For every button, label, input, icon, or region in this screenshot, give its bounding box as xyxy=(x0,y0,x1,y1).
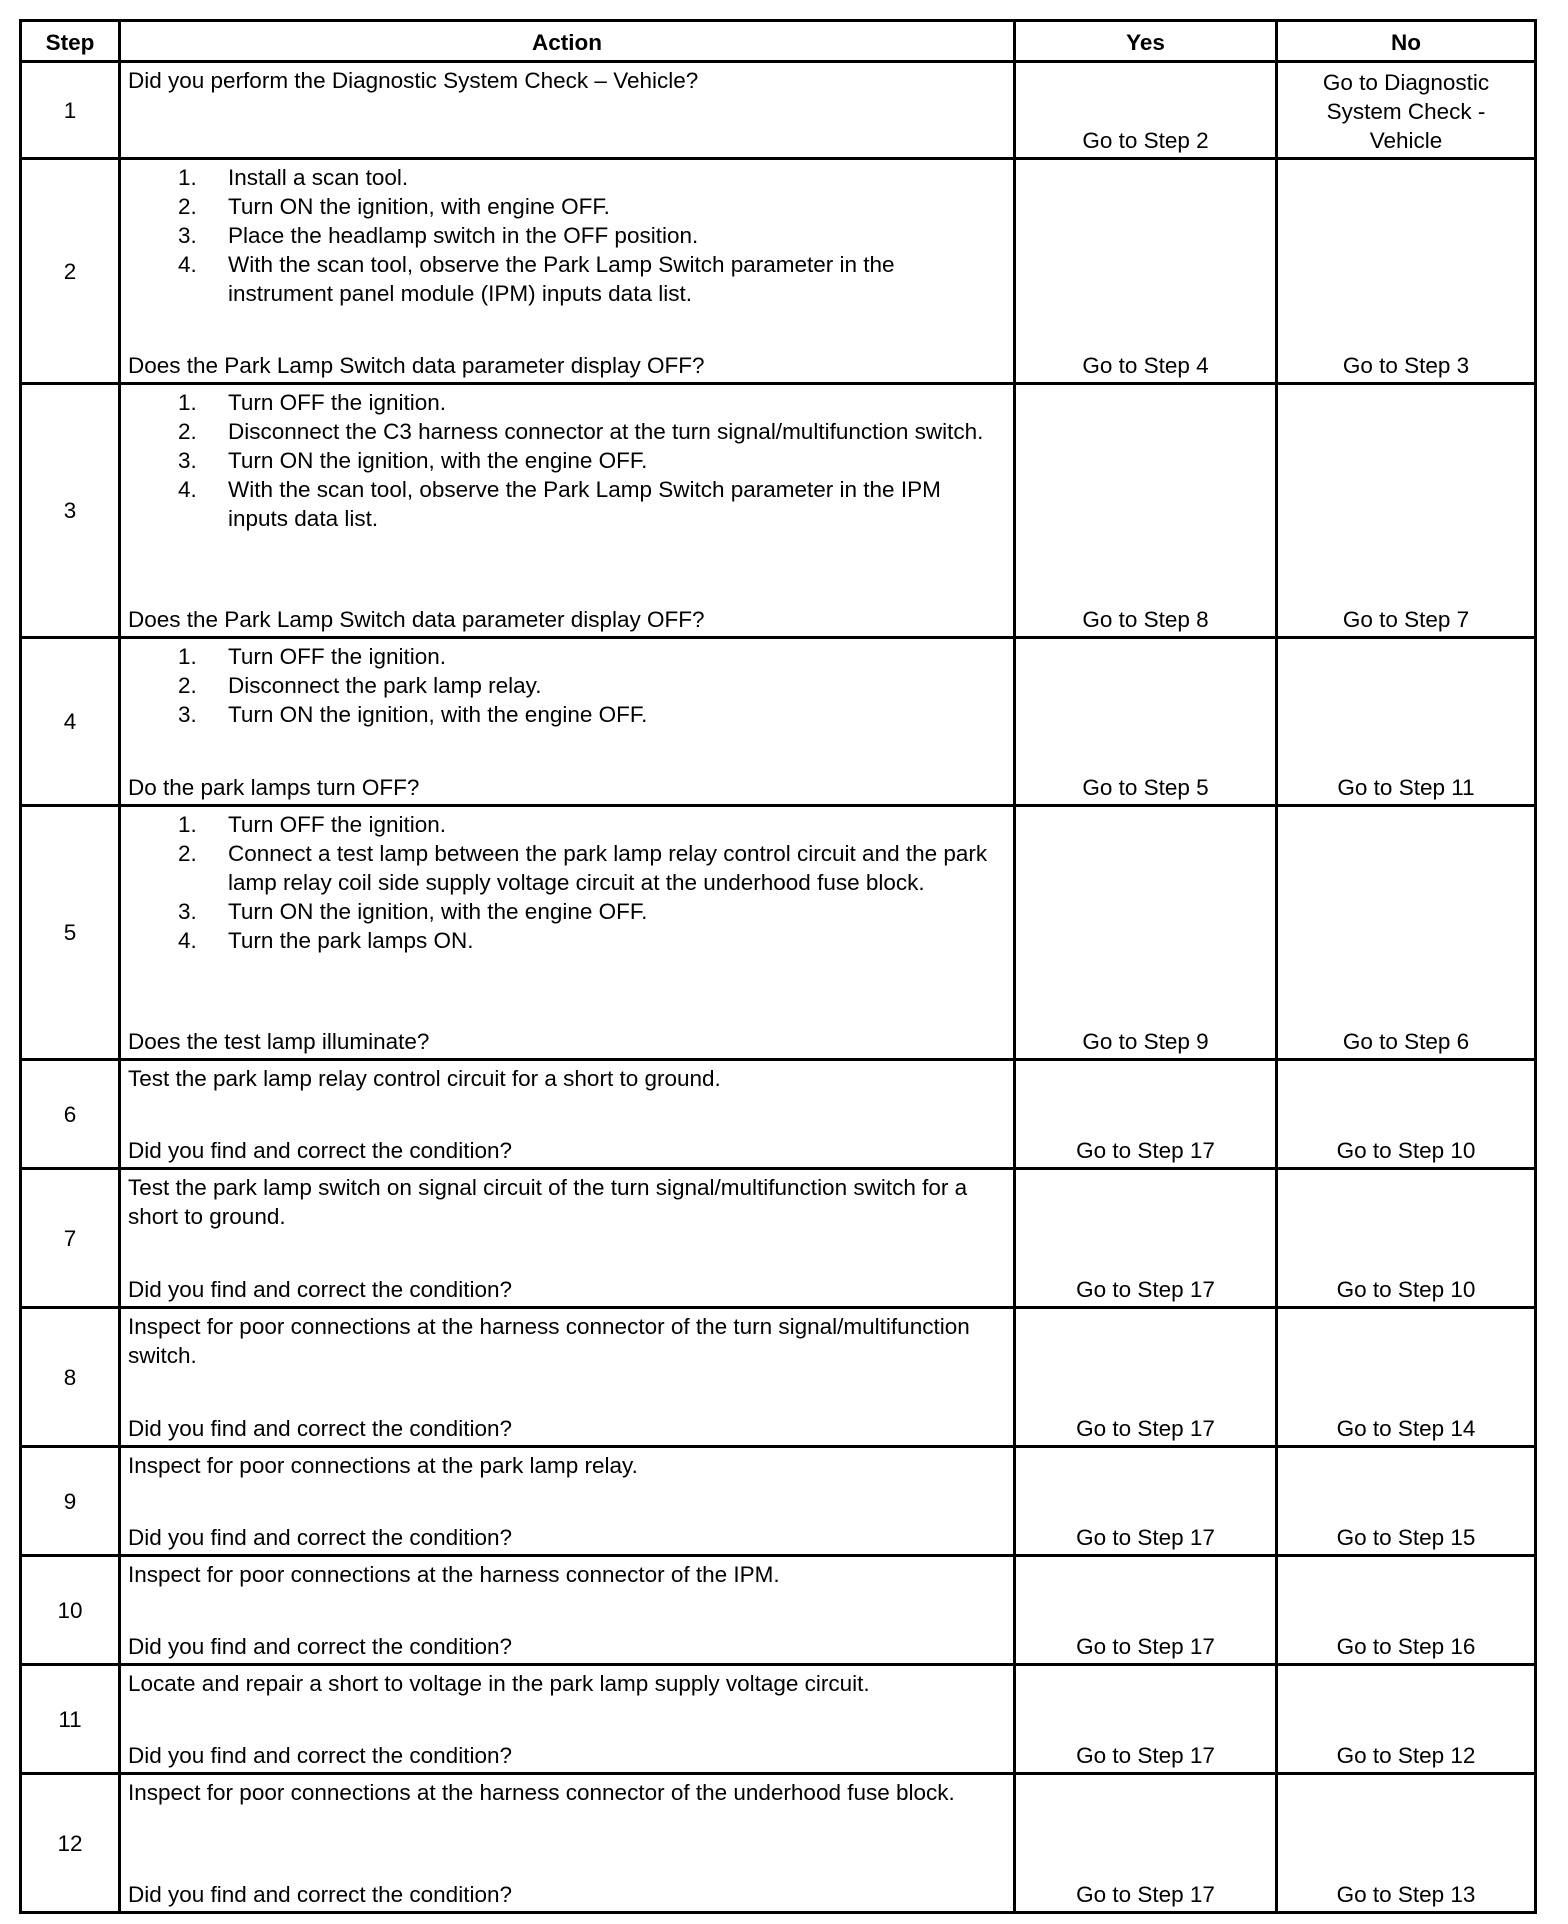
procedure-list xyxy=(128,810,1005,955)
action-content xyxy=(128,810,1005,1056)
list-item xyxy=(128,221,1005,250)
table-row xyxy=(21,384,1536,638)
table-row xyxy=(21,806,1536,1060)
question-text: Did you find and correct the condition? xyxy=(128,1525,512,1550)
table-body xyxy=(21,62,1536,1913)
list-item-text: Turn OFF the ignition. xyxy=(228,390,447,415)
action-body xyxy=(128,1451,1005,1480)
yes-outcome: Go to Step 8 xyxy=(1015,384,1277,638)
table-row xyxy=(21,159,1536,384)
step-number: 9 xyxy=(21,1447,120,1556)
list-item xyxy=(128,163,1005,192)
list-item-text: Connect a test lamp between the park lamp relay control circuit and the park lamp relay coil side supply voltage circuit at the underhood fuse block. xyxy=(228,841,988,895)
action-text: Inspect for poor connections at the harness connector of the IPM. xyxy=(128,1562,780,1587)
action-cell xyxy=(120,806,1015,1060)
list-item xyxy=(128,417,1005,446)
action-cell xyxy=(120,1665,1015,1774)
question-text: Did you find and correct the condition? xyxy=(128,1882,512,1907)
action-text: Inspect for poor connections at the harness connector of the underhood fuse block. xyxy=(128,1780,955,1805)
list-item xyxy=(128,810,1005,839)
list-item-text: Turn ON the ignition, with the engine OFF. xyxy=(228,448,648,473)
no-outcome: Go to Step 13 xyxy=(1277,1774,1536,1913)
list-item-number: 1. xyxy=(178,644,197,669)
no-outcome: Go to Step 12 xyxy=(1277,1665,1536,1774)
no-outcome: Go to Step 10 xyxy=(1277,1169,1536,1308)
list-item-number: 2. xyxy=(178,419,197,444)
step-number: 8 xyxy=(21,1308,120,1447)
list-item-number: 1. xyxy=(178,812,197,837)
procedure-list xyxy=(128,642,1005,729)
table-row xyxy=(21,62,1536,159)
step-number: 10 xyxy=(21,1556,120,1665)
yes-outcome: Go to Step 17 xyxy=(1015,1308,1277,1447)
question-text: Did you find and correct the condition? xyxy=(128,1634,512,1659)
action-content xyxy=(128,163,1005,380)
no-outcome: Go to Step 3 xyxy=(1277,159,1536,384)
action-cell xyxy=(120,1774,1015,1913)
yes-outcome: Go to Step 4 xyxy=(1015,159,1277,384)
list-item-text: Install a scan tool. xyxy=(228,165,409,190)
no-outcome: Go to Step 7 xyxy=(1277,384,1536,638)
action-content xyxy=(128,1778,1005,1909)
list-item-number: 1. xyxy=(178,390,197,415)
step-number: 6 xyxy=(21,1060,120,1169)
question-text: Did you find and correct the condition? xyxy=(128,1416,512,1441)
action-body xyxy=(128,1778,1005,1807)
question-text: Do the park lamps turn OFF? xyxy=(128,775,420,800)
yes-outcome: Go to Step 17 xyxy=(1015,1774,1277,1913)
yes-outcome: Go to Step 9 xyxy=(1015,806,1277,1060)
list-item-text: Turn OFF the ignition. xyxy=(228,644,447,669)
table-row xyxy=(21,1556,1536,1665)
action-content xyxy=(128,388,1005,634)
header-no: No xyxy=(1277,21,1536,62)
action-content xyxy=(128,66,1005,155)
step-number: 4 xyxy=(21,638,120,806)
step-number: 3 xyxy=(21,384,120,638)
table-row xyxy=(21,1774,1536,1913)
yes-outcome: Go to Step 17 xyxy=(1015,1447,1277,1556)
action-body xyxy=(128,1173,1005,1231)
step-number: 11 xyxy=(21,1665,120,1774)
action-content xyxy=(128,1064,1005,1165)
list-item-text: Disconnect the park lamp relay. xyxy=(228,673,542,698)
action-text: Inspect for poor connections at the park lamp relay. xyxy=(128,1453,638,1478)
action-cell xyxy=(120,62,1015,159)
question-text: Does the Park Lamp Switch data parameter display OFF? xyxy=(128,353,705,378)
list-item-text: Turn ON the ignition, with the engine OFF. xyxy=(228,899,648,924)
header-yes: Yes xyxy=(1015,21,1277,62)
list-item xyxy=(128,475,1005,533)
action-cell xyxy=(120,1308,1015,1447)
table-row xyxy=(21,1169,1536,1308)
action-body xyxy=(128,1560,1005,1589)
no-outcome: Go to Step 14 xyxy=(1277,1308,1536,1447)
no-outcome: Go to Step 11 xyxy=(1277,638,1536,806)
no-outcome: Go to Step 6 xyxy=(1277,806,1536,1060)
action-text: Did you perform the Diagnostic System Check – Vehicle? xyxy=(128,68,699,93)
question-text: Did you find and correct the condition? xyxy=(128,1138,512,1163)
table-row xyxy=(21,1308,1536,1447)
question-text: Does the Park Lamp Switch data parameter display OFF? xyxy=(128,607,705,632)
action-cell xyxy=(120,1556,1015,1665)
list-item-number: 3. xyxy=(178,899,197,924)
list-item-number: 3. xyxy=(178,223,197,248)
table-row xyxy=(21,638,1536,806)
list-item xyxy=(128,388,1005,417)
yes-outcome: Go to Step 5 xyxy=(1015,638,1277,806)
question-text: Does the test lamp illuminate? xyxy=(128,1029,430,1054)
list-item-number: 3. xyxy=(178,702,197,727)
step-number: 1 xyxy=(21,62,120,159)
yes-outcome: Go to Step 17 xyxy=(1015,1060,1277,1169)
list-item-number: 4. xyxy=(178,252,197,277)
action-cell xyxy=(120,638,1015,806)
question-text: Did you find and correct the condition? xyxy=(128,1743,512,1768)
action-cell xyxy=(120,384,1015,638)
action-text: Locate and repair a short to voltage in the park lamp supply voltage circuit. xyxy=(128,1671,870,1696)
list-item xyxy=(128,192,1005,221)
list-item-text: With the scan tool, observe the Park Lamp Switch parameter in the IPM inputs data list. xyxy=(228,477,941,531)
step-number: 2 xyxy=(21,159,120,384)
list-item xyxy=(128,926,1005,955)
list-item-text: Place the headlamp switch in the OFF position. xyxy=(228,223,699,248)
question-text: Did you find and correct the condition? xyxy=(128,1277,512,1302)
action-body xyxy=(128,1312,1005,1370)
procedure-list xyxy=(128,163,1005,308)
header-step: Step xyxy=(21,21,120,62)
action-text: Test the park lamp switch on signal circuit of the turn signal/multifunction switch for a short to ground. xyxy=(128,1175,968,1229)
list-item-number: 3. xyxy=(178,448,197,473)
table-row xyxy=(21,1447,1536,1556)
list-item-text: With the scan tool, observe the Park Lamp Switch parameter in the instrument panel module (IPM) inputs data list. xyxy=(228,252,895,306)
no-outcome: Go to Step 10 xyxy=(1277,1060,1536,1169)
action-content xyxy=(128,1451,1005,1552)
no-outcome: Go to Diagnostic System Check - Vehicle xyxy=(1277,62,1536,159)
list-item-text: Turn OFF the ignition. xyxy=(228,812,447,837)
list-item xyxy=(128,700,1005,729)
table-row xyxy=(21,1665,1536,1774)
step-number: 5 xyxy=(21,806,120,1060)
action-body xyxy=(128,1669,1005,1698)
action-text: Inspect for poor connections at the harness connector of the turn signal/multifunction switch. xyxy=(128,1314,970,1368)
action-body xyxy=(128,66,1005,95)
action-body xyxy=(128,642,1005,729)
diagnostic-table xyxy=(19,19,1537,1914)
action-content xyxy=(128,1312,1005,1443)
action-content xyxy=(128,642,1005,802)
action-content xyxy=(128,1669,1005,1770)
list-item-number: 4. xyxy=(178,928,197,953)
table-row xyxy=(21,1060,1536,1169)
header-row xyxy=(21,21,1536,62)
action-body xyxy=(128,388,1005,533)
action-cell xyxy=(120,1169,1015,1308)
list-item-number: 2. xyxy=(178,673,197,698)
list-item-text: Turn ON the ignition, with the engine OFF. xyxy=(228,702,648,727)
header-action: Action xyxy=(120,21,1015,62)
action-content xyxy=(128,1173,1005,1304)
list-item xyxy=(128,671,1005,700)
list-item-text: Turn the park lamps ON. xyxy=(228,928,474,953)
no-outcome: Go to Step 16 xyxy=(1277,1556,1536,1665)
list-item xyxy=(128,446,1005,475)
list-item-text: Turn ON the ignition, with engine OFF. xyxy=(228,194,610,219)
step-number: 7 xyxy=(21,1169,120,1308)
yes-outcome: Go to Step 17 xyxy=(1015,1665,1277,1774)
action-cell xyxy=(120,159,1015,384)
list-item xyxy=(128,250,1005,308)
action-content xyxy=(128,1560,1005,1661)
list-item-number: 4. xyxy=(178,477,197,502)
action-cell xyxy=(120,1060,1015,1169)
list-item xyxy=(128,897,1005,926)
list-item-text: Disconnect the C3 harness connector at the turn signal/multifunction switch. xyxy=(228,419,984,444)
action-text: Test the park lamp relay control circuit for a short to ground. xyxy=(128,1066,721,1091)
procedure-list xyxy=(128,388,1005,533)
action-cell xyxy=(120,1447,1015,1556)
list-item xyxy=(128,839,1005,897)
action-body xyxy=(128,810,1005,955)
list-item-number: 2. xyxy=(178,194,197,219)
list-item xyxy=(128,642,1005,671)
yes-outcome: Go to Step 17 xyxy=(1015,1556,1277,1665)
list-item-number: 1. xyxy=(178,165,197,190)
step-number: 12 xyxy=(21,1774,120,1913)
yes-outcome: Go to Step 2 xyxy=(1015,62,1277,159)
action-body xyxy=(128,163,1005,308)
list-item-number: 2. xyxy=(178,841,197,866)
no-outcome: Go to Step 15 xyxy=(1277,1447,1536,1556)
action-body xyxy=(128,1064,1005,1093)
yes-outcome: Go to Step 17 xyxy=(1015,1169,1277,1308)
